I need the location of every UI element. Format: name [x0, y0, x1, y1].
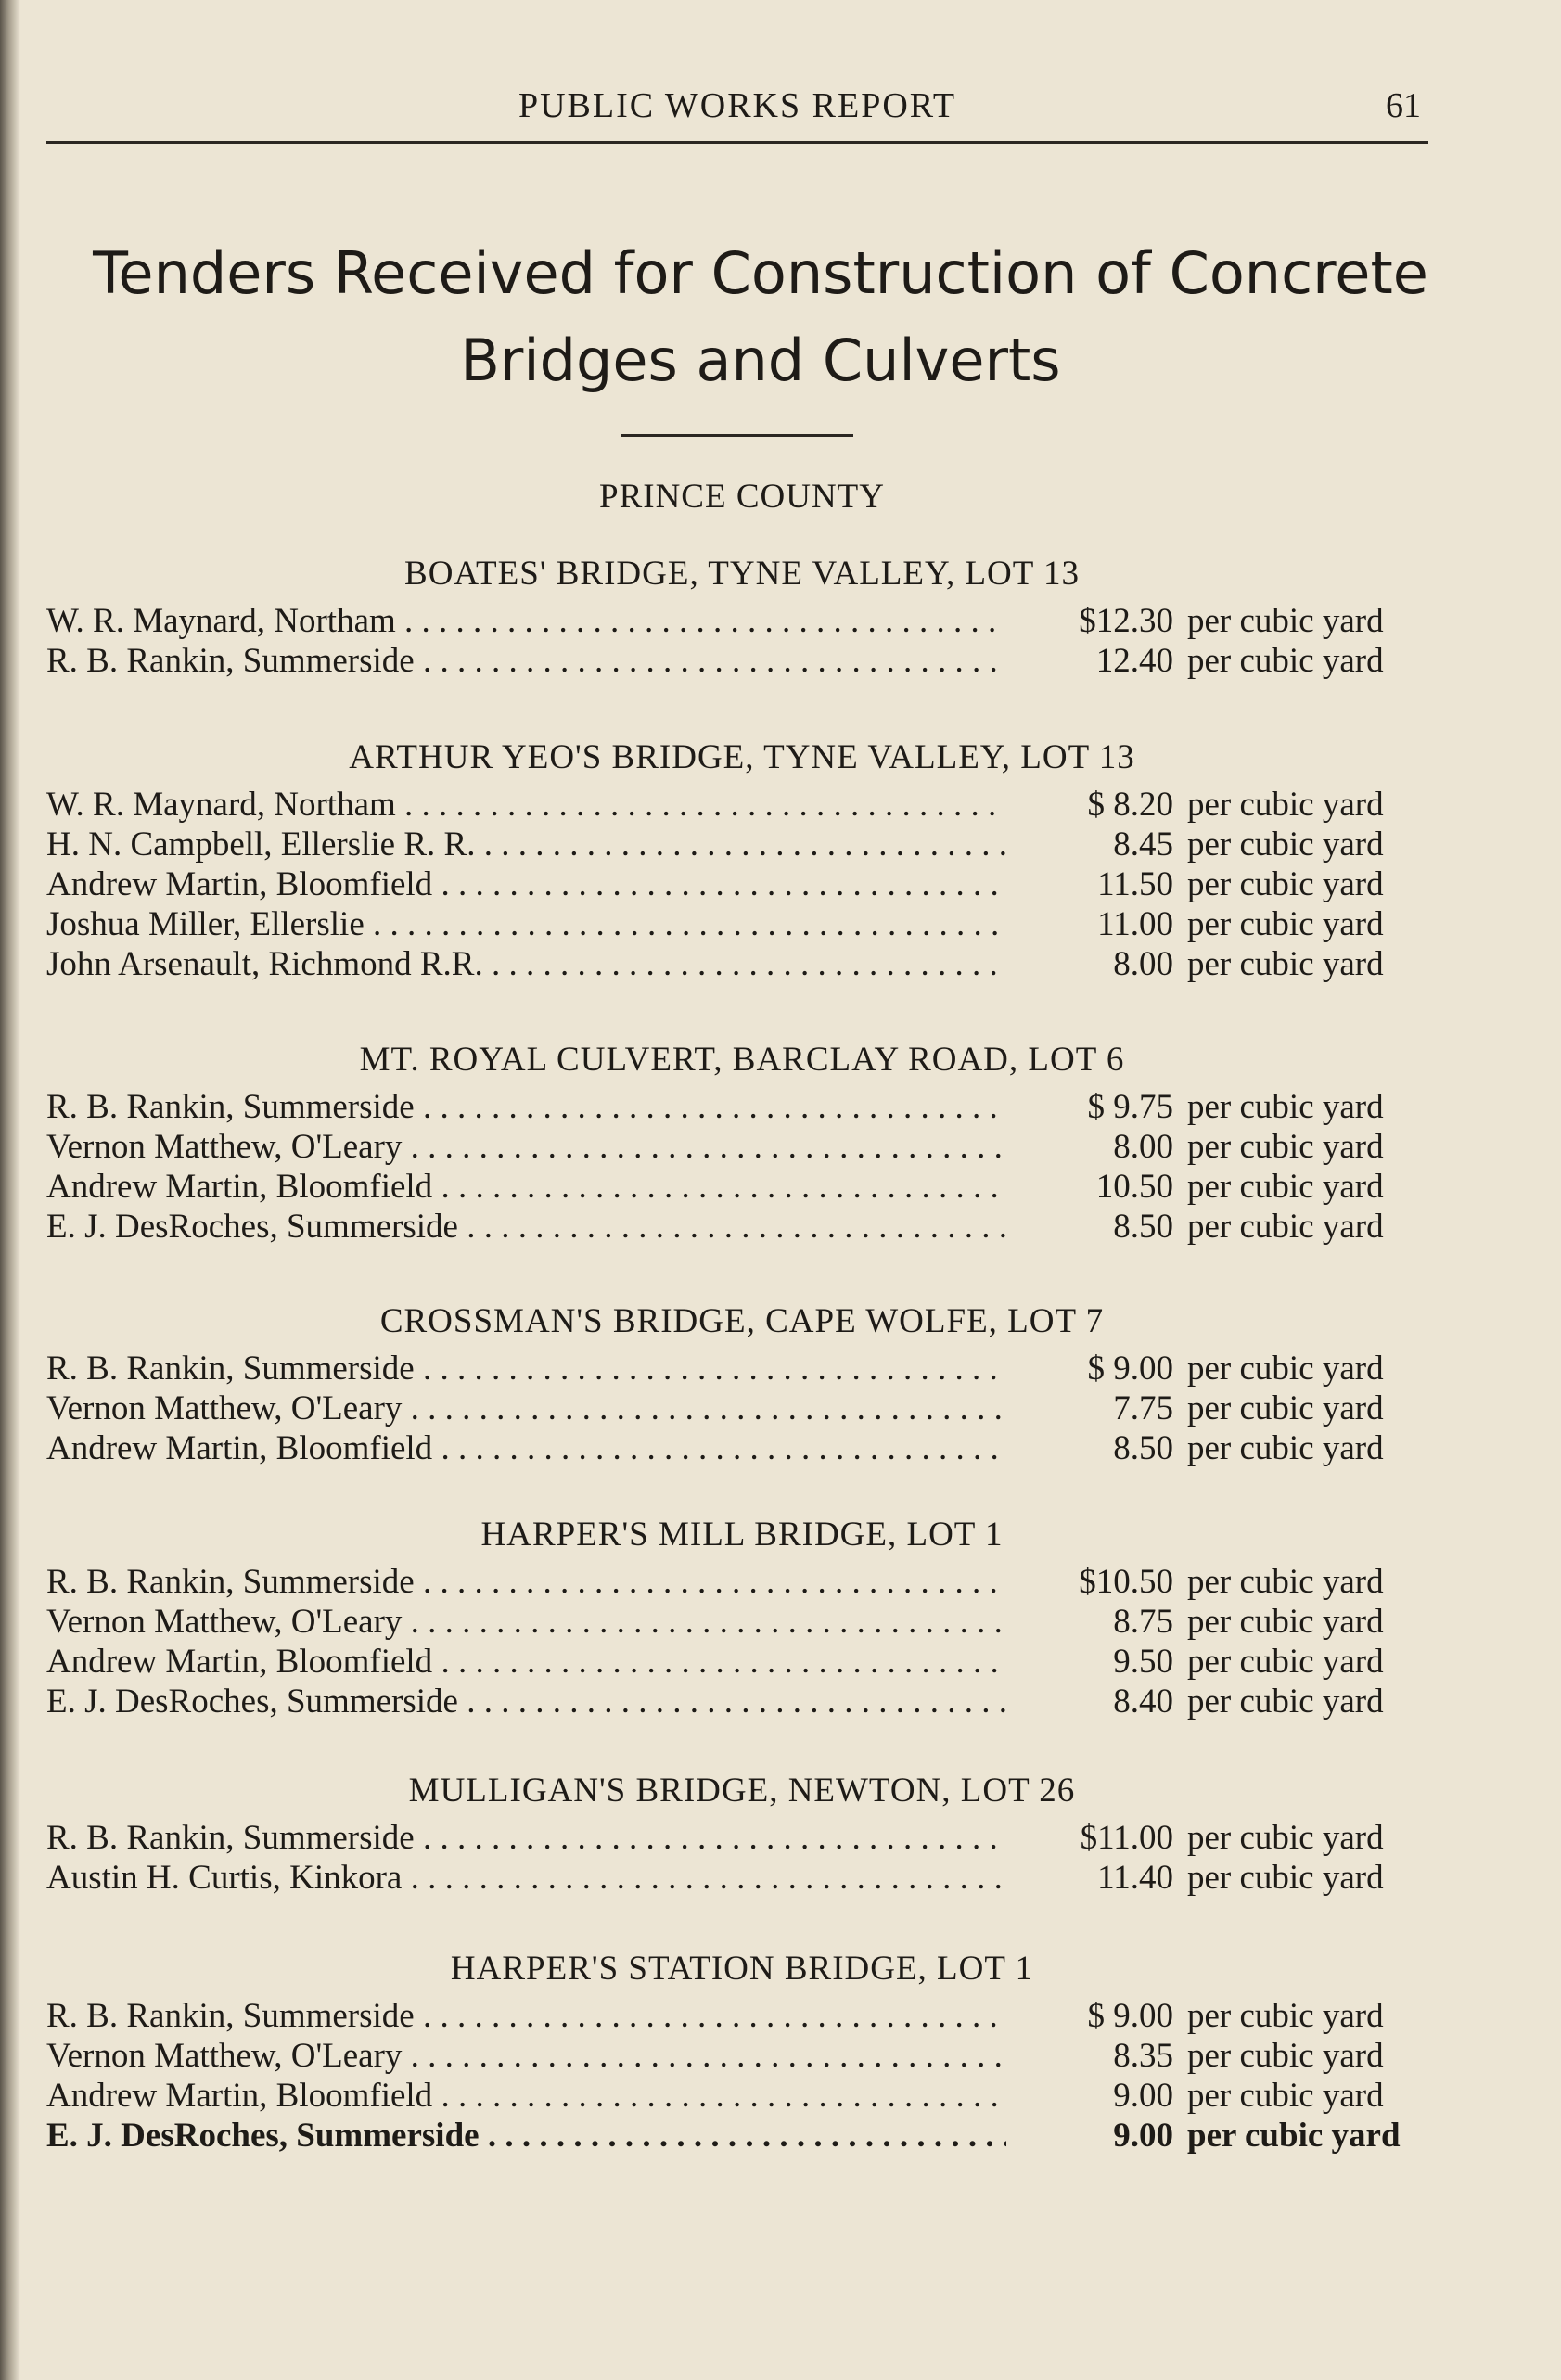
- tender-section: [46, 1508, 1438, 1721]
- section-heading: BOATES' BRIDGE, TYNE VALLEY, LOT 13: [404, 555, 1080, 593]
- tender-price: 8.40: [1113, 1683, 1173, 1721]
- tender-unit: per cubic yard: [1187, 1859, 1384, 1897]
- contractor-name: John Arsenault, Richmond R.R. . . .: [46, 944, 1006, 984]
- contractor-name: R. B. Rankin, Summerside . . .: [46, 641, 1006, 681]
- contractor-name: Andrew Martin, Bloomfield . . .: [46, 1642, 1006, 1682]
- tender-row: [46, 1682, 1438, 1721]
- contractor-name: Vernon Matthew, O'Leary . . .: [46, 1127, 1006, 1167]
- tender-unit: per cubic yard: [1187, 945, 1384, 983]
- tender-price: 12.40: [1095, 642, 1173, 680]
- tender-unit: per cubic yard: [1187, 1997, 1384, 2035]
- tender-price: 11.40: [1097, 1859, 1173, 1897]
- tender-row: [46, 1602, 1438, 1642]
- contractor-name: Austin H. Curtis, Kinkora . . .: [46, 1858, 1006, 1898]
- tender-row: [46, 2116, 1438, 2156]
- tender-unit: per cubic yard: [1187, 1603, 1384, 1641]
- tender-row: [46, 1087, 1438, 1127]
- tender-row: [46, 1562, 1438, 1602]
- section-heading: HARPER'S MILL BRIDGE, LOT 1: [480, 1516, 1004, 1554]
- tender-unit: per cubic yard: [1187, 786, 1384, 824]
- page-number: 61: [1386, 86, 1421, 125]
- section-heading: MULLIGAN'S BRIDGE, NEWTON, LOT 26: [408, 1772, 1076, 1810]
- tender-row: [46, 825, 1438, 864]
- tender-price: 8.00: [1113, 1128, 1173, 1166]
- tender-row: [46, 1167, 1438, 1207]
- tender-section: [46, 1033, 1438, 1247]
- tender-row: [46, 2076, 1438, 2116]
- contractor-name: E. J. DesRoches, Summerside . . .: [46, 2116, 1006, 2156]
- contractor-name: R. B. Rankin, Summerside . . .: [46, 1349, 1006, 1388]
- tender-section: [46, 731, 1438, 984]
- contractor-name: W. R. Maynard, Northam . . .: [46, 785, 1006, 825]
- tender-unit: per cubic yard: [1187, 642, 1384, 680]
- county-heading: PRINCE COUNTY: [599, 478, 885, 516]
- tender-price: $12.30: [1079, 602, 1173, 640]
- tender-section: [46, 1295, 1438, 1468]
- tender-unit: per cubic yard: [1187, 905, 1384, 943]
- section-heading: MT. ROYAL CULVERT, BARCLAY ROAD, LOT 6: [359, 1041, 1125, 1079]
- tender-price: 9.00: [1113, 2117, 1173, 2155]
- contractor-name: Andrew Martin, Bloomfield . . .: [46, 1167, 1006, 1207]
- tender-price: 10.50: [1095, 1168, 1173, 1206]
- tender-row: [46, 1127, 1438, 1167]
- running-head: [46, 85, 1428, 144]
- contractor-name: Vernon Matthew, O'Leary . . .: [46, 2036, 1006, 2076]
- contractor-name: Vernon Matthew, O'Leary . . .: [46, 1602, 1006, 1642]
- tender-unit: per cubic yard: [1187, 1429, 1384, 1467]
- tender-unit: per cubic yard: [1187, 602, 1384, 640]
- tender-price: $11.00: [1080, 1819, 1173, 1857]
- tender-row: [46, 904, 1438, 944]
- tender-row: [46, 1428, 1438, 1468]
- tender-row: [46, 641, 1438, 681]
- tender-price: 9.50: [1113, 1643, 1173, 1681]
- tender-row: [46, 601, 1438, 641]
- tender-unit: per cubic yard: [1187, 2077, 1384, 2115]
- contractor-name: Joshua Miller, Ellerslie . . .: [46, 904, 1006, 944]
- tender-unit: per cubic yard: [1187, 1208, 1384, 1246]
- tender-price: $ 9.00: [1087, 1997, 1173, 2035]
- tender-price: 8.45: [1113, 825, 1173, 864]
- tender-unit: per cubic yard: [1187, 1128, 1384, 1166]
- tender-row: [46, 1858, 1438, 1898]
- tender-unit: per cubic yard: [1187, 2117, 1401, 2155]
- tender-unit: per cubic yard: [1187, 825, 1384, 864]
- tender-price: 7.75: [1113, 1389, 1173, 1427]
- section-heading: ARTHUR YEO'S BRIDGE, TYNE VALLEY, LOT 13: [349, 738, 1135, 776]
- contractor-name: E. J. DesRoches, Summerside . . .: [46, 1682, 1006, 1721]
- contractor-name: Andrew Martin, Bloomfield . . .: [46, 2076, 1006, 2116]
- contractor-name: R. B. Rankin, Summerside . . .: [46, 1562, 1006, 1602]
- tender-price: 8.75: [1113, 1603, 1173, 1641]
- tender-row: [46, 1207, 1438, 1247]
- tender-price: 8.35: [1113, 2037, 1173, 2075]
- tender-row: [46, 785, 1438, 825]
- tender-price: 11.50: [1097, 865, 1173, 903]
- tender-price: 11.00: [1097, 905, 1173, 943]
- tender-unit: per cubic yard: [1187, 865, 1384, 903]
- tender-price: $ 9.75: [1087, 1088, 1173, 1126]
- contractor-name: Vernon Matthew, O'Leary . . .: [46, 1388, 1006, 1428]
- section-heading: HARPER'S STATION BRIDGE, LOT 1: [450, 1950, 1034, 1988]
- contractor-name: R. B. Rankin, Summerside . . .: [46, 1087, 1006, 1127]
- page-edge-shadow: [0, 0, 20, 2380]
- tender-price: $ 9.00: [1087, 1350, 1173, 1388]
- section-heading: CROSSMAN'S BRIDGE, CAPE WOLFE, LOT 7: [379, 1302, 1105, 1340]
- tender-section: [46, 547, 1438, 681]
- tender-row: [46, 1349, 1438, 1388]
- tender-unit: per cubic yard: [1187, 1683, 1384, 1721]
- tender-row: [46, 1642, 1438, 1682]
- tender-row: [46, 944, 1438, 984]
- tender-price: 9.00: [1113, 2077, 1173, 2115]
- contractor-name: R. B. Rankin, Summerside . . .: [46, 1996, 1006, 2036]
- contractor-name: W. R. Maynard, Northam . . .: [46, 601, 1006, 641]
- tender-row: [46, 1388, 1438, 1428]
- tender-unit: per cubic yard: [1187, 1819, 1384, 1857]
- tender-unit: per cubic yard: [1187, 1563, 1384, 1601]
- tender-unit: per cubic yard: [1187, 1168, 1384, 1206]
- tender-row: [46, 2036, 1438, 2076]
- running-title: PUBLIC WORKS REPORT: [518, 86, 957, 125]
- tender-section: [46, 1942, 1438, 2156]
- tender-unit: per cubic yard: [1187, 2037, 1384, 2075]
- tender-price: $10.50: [1079, 1563, 1173, 1601]
- contractor-name: Andrew Martin, Bloomfield . . .: [46, 864, 1006, 904]
- tender-row: [46, 864, 1438, 904]
- tender-section: [46, 1764, 1438, 1898]
- tender-price: $ 8.20: [1087, 786, 1173, 824]
- contractor-name: R. B. Rankin, Summerside . . .: [46, 1818, 1006, 1858]
- contractor-name: Andrew Martin, Bloomfield . . .: [46, 1428, 1006, 1468]
- page-title: Tenders Received for Construction of Concrete Bridges and Culverts: [93, 239, 1428, 394]
- tender-row: [46, 1996, 1438, 2036]
- contractor-name: H. N. Campbell, Ellerslie R. R. . . .: [46, 825, 1006, 864]
- tender-price: 8.50: [1113, 1429, 1173, 1467]
- tender-row: [46, 1818, 1438, 1858]
- tender-unit: per cubic yard: [1187, 1088, 1384, 1126]
- tender-unit: per cubic yard: [1187, 1389, 1384, 1427]
- tender-unit: per cubic yard: [1187, 1643, 1384, 1681]
- tender-price: 8.50: [1113, 1208, 1173, 1246]
- contractor-name: E. J. DesRoches, Summerside . . .: [46, 1207, 1006, 1247]
- tender-unit: per cubic yard: [1187, 1350, 1384, 1388]
- title-divider: [621, 434, 853, 437]
- tender-price: 8.00: [1113, 945, 1173, 983]
